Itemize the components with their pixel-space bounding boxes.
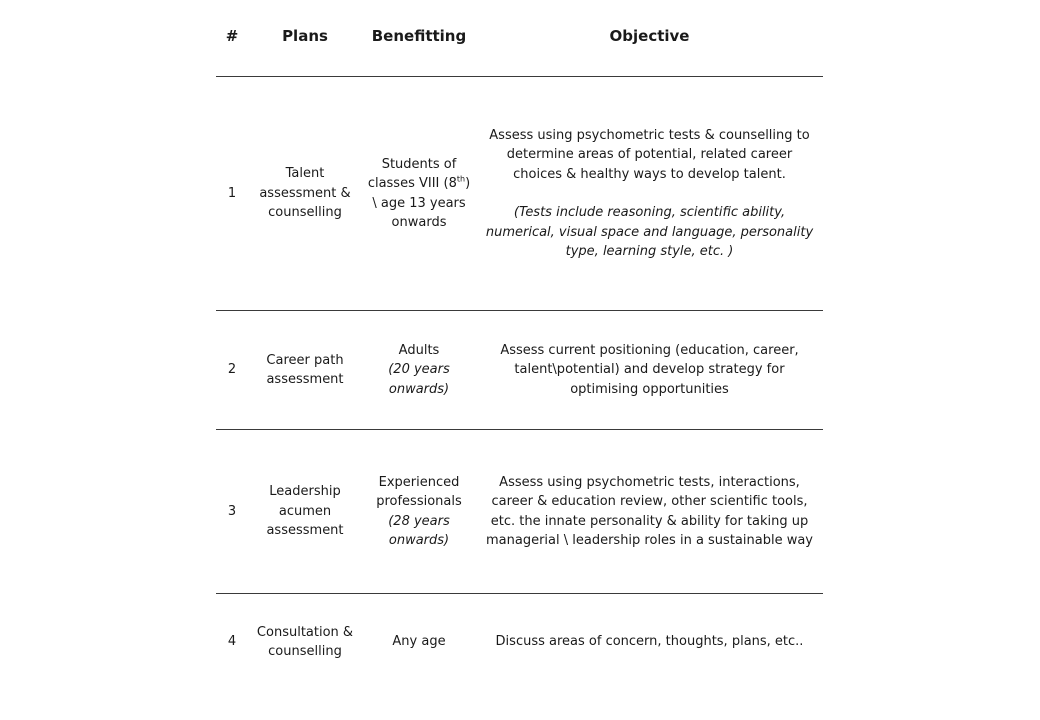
row-benefitting <box>362 155 476 233</box>
row-num: 2 <box>227 362 237 378</box>
table-row <box>216 594 823 690</box>
row-objective <box>476 126 823 262</box>
row-objective: Discuss areas of concern, thoughts, plans, etc.. <box>495 634 804 650</box>
header-num: # <box>225 27 239 45</box>
benefitting-text: Experienced professionals <box>376 474 462 509</box>
header-benefitting: Benefitting <box>371 27 467 45</box>
benefitting-line2: ) \ age 13 years onwards <box>372 176 471 230</box>
benefitting-note: (20 years onwards) <box>388 362 450 397</box>
table-row <box>216 77 823 311</box>
row-plan: Leadership acumen assessment <box>266 484 344 539</box>
row-benefitting <box>362 473 476 551</box>
row-num: 4 <box>227 634 237 650</box>
table-row <box>216 430 823 594</box>
row-objective: Assess current positioning (education, career, talent\potential) and develop strategy for optimising opportunities <box>500 342 799 397</box>
row-num: 1 <box>227 185 237 201</box>
row-num: 3 <box>227 503 237 519</box>
plans-table <box>216 0 823 690</box>
table-row <box>216 311 823 430</box>
row-benefitting <box>362 341 476 400</box>
row-plan: Talent assessment & counselling <box>259 166 351 221</box>
benefitting-sup-base: (8 <box>443 176 457 191</box>
benefitting-sup: th <box>456 174 466 184</box>
benefitting-note: (28 years onwards) <box>388 513 450 548</box>
objective-text: Assess using psychometric tests & counselling to determine areas of potential, related career choices & healthy ways to develop talent. <box>489 127 810 182</box>
benefitting-text: Adults <box>398 342 440 358</box>
row-benefitting: Any age <box>392 634 446 650</box>
benefitting-line1: Students of classes VIII <box>367 156 457 191</box>
header-objective: Objective <box>609 27 690 45</box>
row-plan: Consultation & counselling <box>256 624 354 659</box>
header-plans: Plans <box>282 27 328 45</box>
objective-note: (Tests include reasoning, scientific ability, numerical, visual space and language, personality type, learning style, etc. ) <box>485 205 814 259</box>
row-plan: Career path assessment <box>266 352 344 387</box>
row-objective: Assess using psychometric tests, interactions, career & education review, other scientific tools, etc. the innate personality & ability for taking up managerial \ leadership roles in a sustainable way <box>485 474 813 548</box>
table-header-row <box>216 0 823 77</box>
